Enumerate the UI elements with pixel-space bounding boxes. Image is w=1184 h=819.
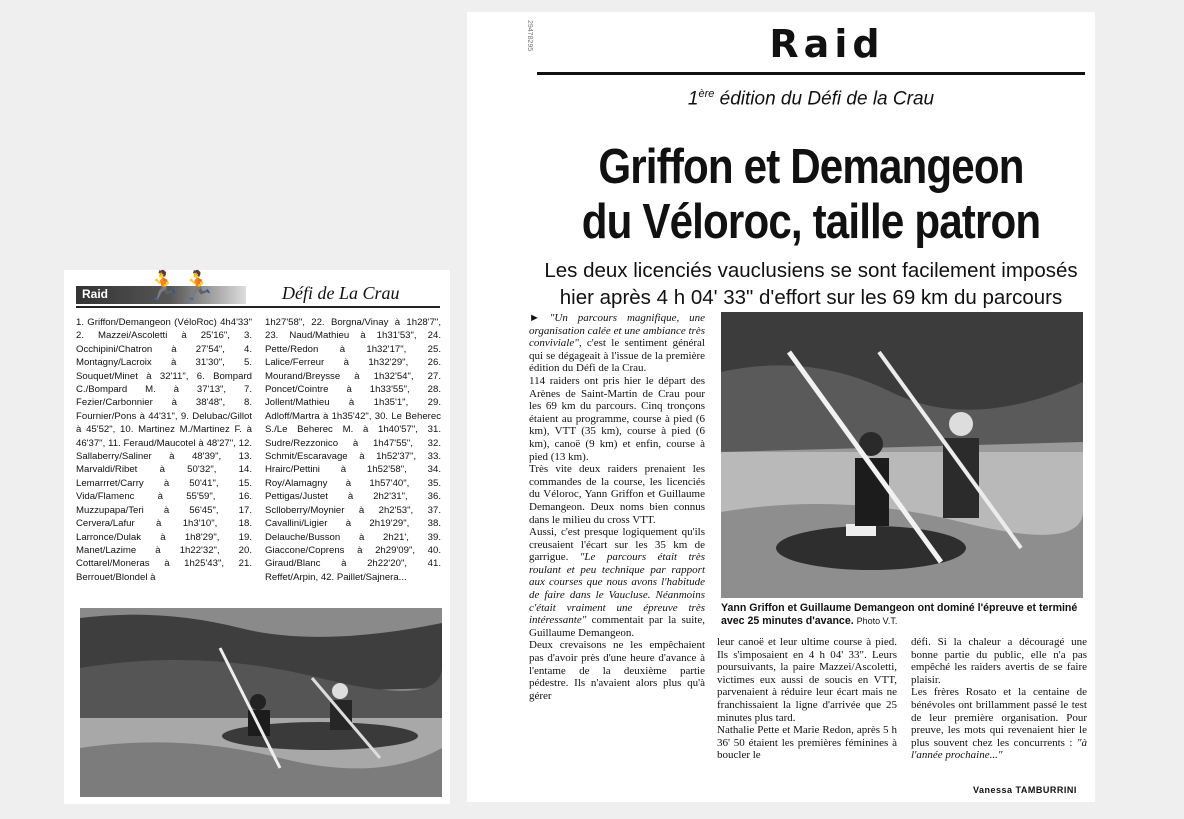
canoe-photo-small-image [80,608,442,797]
caption-text: Yann Griffon et Guillaume Demangeon ont dominé l'épreuve et terminé avec 25 minutes d'avance. [721,602,1078,627]
headline-line-1: Griffon et Demangeon [598,140,1024,194]
deck-line-1: Les deux licenciés vauclusiens se sont facilement imposés [544,259,1078,282]
paragraph-text: Aussi, c'est presque logiquement qu'ils creusaient l'écart sur les 35 km de garrigue. [529,526,705,564]
lead-arrow-icon: ► [529,312,540,324]
paragraph: 114 raiders ont pris hier le départ des Arènes de Saint-Martin de Crau pour les 69 km du parcours. Cinq tronçons étaient au programme, course à pied (6 km), VTT (35 km), course à pied (6 km), canoë (9 km) et enfin, course à pied (13 km). [529,374,705,463]
results-column-2: 1h27'58", 22. Borgna/Vinay à 1h28'7", 23. Naud/Mathieu à 1h31'53", 24. Pette/Redon à 1h32'17", 25. Lalice/Ferreur à 1h32'29", 26. Mourand/Breysse à 1h32'54", 27. Poncet/Cointre à 1h33'55", 28. Jollent/Mathieu à 1h35'1", 29. Adloff/Martra à 1h35'42", 30. Le Beherec S./Le Beherec M. à 1h40'57", 31. Sudre/Rezzonico à 1h47'55", 32. Schmit/Escaravage à 1h52'37", 33. Hrairc/Pettini à 1h52'58", 34. Roy/Alamagny à 1h57'40", 35. Pettigas/Justet à 2h2'31", 36. Sclloberry/Moynier à 2h2'53", 37. Cavallini/Ligier à 2h19'29", 38. Delauche/Busson à 2h21', 39. Giaccone/Coprens à 2h29'09", 40. Giraud/Blanc à 2h22'20", 41. Reffet/Arpin, 42. Paillet/Sajnera... [265,317,441,583]
article-column-1 [529,312,705,702]
paragraph: leur canoë et leur ultime course à pied. Ils s'imposaient en 4 h 04' 33". Leurs poursuivants, la paire Mazzei/Ascoletti, victimes eux aussi de soucis en VTT, parvenaient à réduire leur écart mais ne franchissaient la ligne d'arrivée que 25 minutes plus tard. [717,636,897,724]
deck-line-2: hier après 4 h 04' 33" d'effort sur les 69 km du parcours [559,286,1063,309]
section-rule [537,72,1085,75]
section-title: Raid [769,22,885,66]
byline: Vanessa TAMBURRINI [973,785,1077,795]
photo-credit: Photo V.T. [856,616,898,626]
paragraph: défi. Si la chaleur a découragé une bonne partie du public, elle n'a pas empêché les raiders avertis de se faire plaisir. [911,636,1087,686]
canoe-photo-small [80,608,442,797]
lead-paragraph [529,312,705,375]
left-title: Défi de La Crau [282,283,400,303]
quote-text: "Le parcours était très roulant et peu technique par rapport aux courses que nous avons l'habitude de faire dans le Vaucluse. Néanmoins c'était vraiment une épreuve très intéressante" [529,551,705,627]
quote-text: "à l'année prochaine..." [911,736,1087,762]
kicker-number: 1 [687,88,699,110]
canoe-photo-large [721,312,1083,598]
headline-line-2: du Véloroc, taille patron [581,195,1041,249]
raid-tag-label: Raid [82,287,109,301]
results-column-1: 1. Griffon/Demangeon (VéloRoc) 4h4'33" 2. Mazzei/Ascoletti à 25'16", 3. Occhipini/Chatron à 27'54", 4. Montagny/Lacroix à 31'30", 5. Souquet/Minet à 32'11", 6. Bompard C./Bompard M. à 37'13", 7. Fezier/Carbonnier à 38'48", 8. Fournier/Pons à 44'31", 9. Delubac/Gillot à 45'52", 10. Martinez M./Martinez F. à 46'37", 11. Feraud/Maucotel à 48'27", 12. Sallaberry/Saliner à 48'39", 13. Marvaldi/Ribet à 50'32", 14. Lemarrret/Carry à 50'41", 15. Vida/Flamenc à 55'59", 16. Muzzupapa/Teri à 56'45", 17. Cervera/Lafur à 1h3'10", 18. Larronce/Dulak à 1h8'29", 19. Manet/Lazime à 1h22'32", 20. Cottarel/Moneras à 1h25'43", 21. Berrouet/Blondel à [76,317,252,583]
runner-icons: 🏃🏃 [146,270,216,301]
kicker-superscript: ère [698,88,715,100]
lead-quote: "Un parcours magnifique, une organisation calée et une ambiance très conviviale", [529,312,705,350]
paragraph: Très vite deux raiders prenaient les commandes de la course, les licenciés du Véloroc, Yann Griffon et Guillaume Demangeon. Deux noms bien connus dans le milieu du cross VTT. [529,463,705,526]
margin-strip: 29478295 [526,20,533,52]
paragraph [529,526,705,639]
paragraph-text: Les frères Rosato et la centaine de bénévoles ont brillamment passé le test de leur première organisation. Pour preuve, les mots qui revenaient hier le plus souvent chez les concurrents : [911,686,1087,749]
paragraph-text: commentait par la suite, Guillaume Demangeon. [529,614,705,639]
title-rule [76,306,440,308]
canoe-photo-large-image [721,312,1083,598]
kicker-text: édition du Défi de la Crau [714,88,935,110]
paragraph [911,686,1087,762]
right-clipping [467,12,1095,802]
article-column-3 [911,636,1087,762]
kicker [537,88,1085,110]
left-clipping [64,270,450,804]
paragraph: Nathalie Pette et Marie Redon, après 5 h 36' 50 étaient les premières féminines à boucler le [717,724,897,762]
lead-text: c'est le sentiment général qui se dégageait à l'issue de la première édition du Défi de la Crau. [529,337,705,375]
photo-caption [721,602,1091,628]
article-column-2 [717,636,897,762]
paragraph: Deux crevaisons ne les empêchaient pas d'avoir près d'une heure d'avance à l'entame de la deuxième partie pédestre. Ils n'avaient alors plus qu'à gérer [529,639,705,702]
